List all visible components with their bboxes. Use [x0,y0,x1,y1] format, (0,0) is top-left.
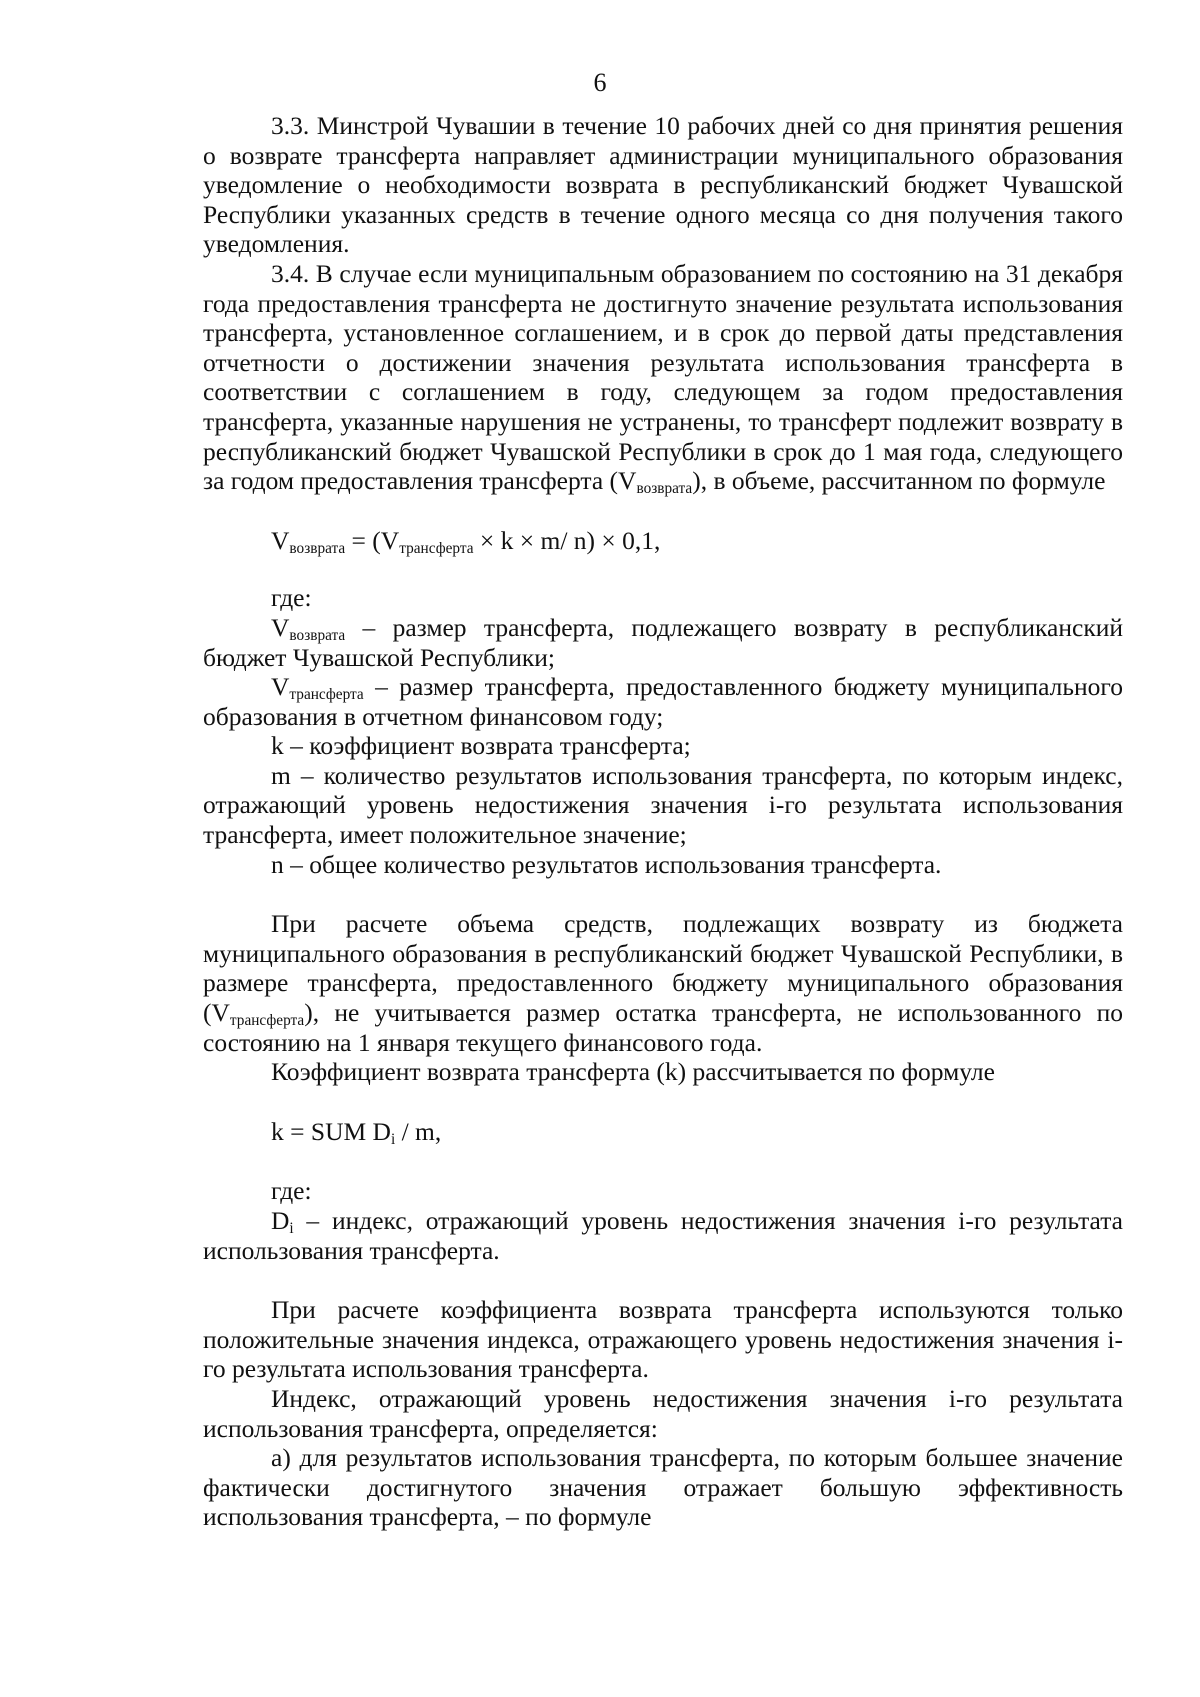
paragraph-item-a: а) для результатов использования трансферта, по которым большее значение фактически достигнутого значения отражает большую эффективность использования трансферта, – по формуле [203,1443,1123,1532]
definition-k: k – коэффициент возврата трансферта; [271,731,691,761]
paragraph-calculation: При расчете объема средств, подлежащих возврату из бюджета муниципального образования в республиканский бюджет Чувашской Республики, в размере трансферта, предоставленного бюджету муниципального образования $(V_{трансферта})$, не учитывается размер остатка трансферта, не использованного по состоянию на 1 января текущего финансового года. [203,909,1123,1057]
paragraph-positive-values: При расчете коэффициента возврата трансферта используются только положительные значения индекса, отражающего уровень недостижения значения i-го результата использования трансферта. [203,1295,1123,1384]
definition-v-transfer: $V_{трансферта}$ – размер трансферта, предоставленного бюджету муниципального образования в отчетном финансовом году; [203,672,1123,731]
formula-v-return: $V_{возврата} = (V_{трансферта} \times k \times m/$ n) × 0,1, [271,525,661,557]
paragraph-index-definition: Индекс, отражающий уровень недостижения значения i-го результата использования трансферта, определяется: [203,1383,1123,1443]
section-3-3: 3.3. Минстрой Чувашии в течение 10 рабочих дней со дня принятия решения о возврате трансферта направляет администрации муниципального образования уведомление о необходимости возврата в республиканский бюджет Чувашской Республики указанных средств в течение одного месяца со дня получения такого уведомления. [203,111,1123,259]
document-body [203,111,1123,1532]
definition-n: n – общее количество результатов использования трансферта. [271,849,942,879]
paragraph-coefficient: Коэффициент возврата трансферта (k) рассчитывается по формуле [271,1057,995,1087]
definition-v-return: $V_{возврата}$ – размер трансферта, подлежащего возврату в республиканский бюджет Чувашской Республики; [203,612,1123,672]
page-number: 6 [593,68,607,97]
section-3-4: 3.4. В случае если муниципальным образованием по состоянию на 31 декабря года предоставления трансферта не достигнуто значение результата использования трансферта, установленное соглашением, и в срок до первой даты представления отчетности о достижении значения результата использования трансферта в соответствии с соглашением в году, следующем за годом предоставления трансферта, указанные нарушения не устранены, то трансферт подлежит возврату в республиканский бюджет Чувашской Республики в срок до 1 мая года, следующего за годом предоставления трансферта $(V_{возврата})$, в объеме, рассчитанном по формуле [203,258,1123,497]
where-label-2: где: [271,1176,312,1206]
definition-d: $D_i$ – индекс, отражающий уровень недостижения значения i-го результата использования трансферта. [203,1206,1123,1265]
formula-k: k = SUM $D_i$ / m, [271,1116,442,1148]
where-label-1: где: [271,583,312,613]
definition-m: m – количество результатов использования трансферта, по которым индекс, отражающий уровень недостижения значения i-го результата использования трансферта, имеет положительное значение; [203,760,1123,850]
